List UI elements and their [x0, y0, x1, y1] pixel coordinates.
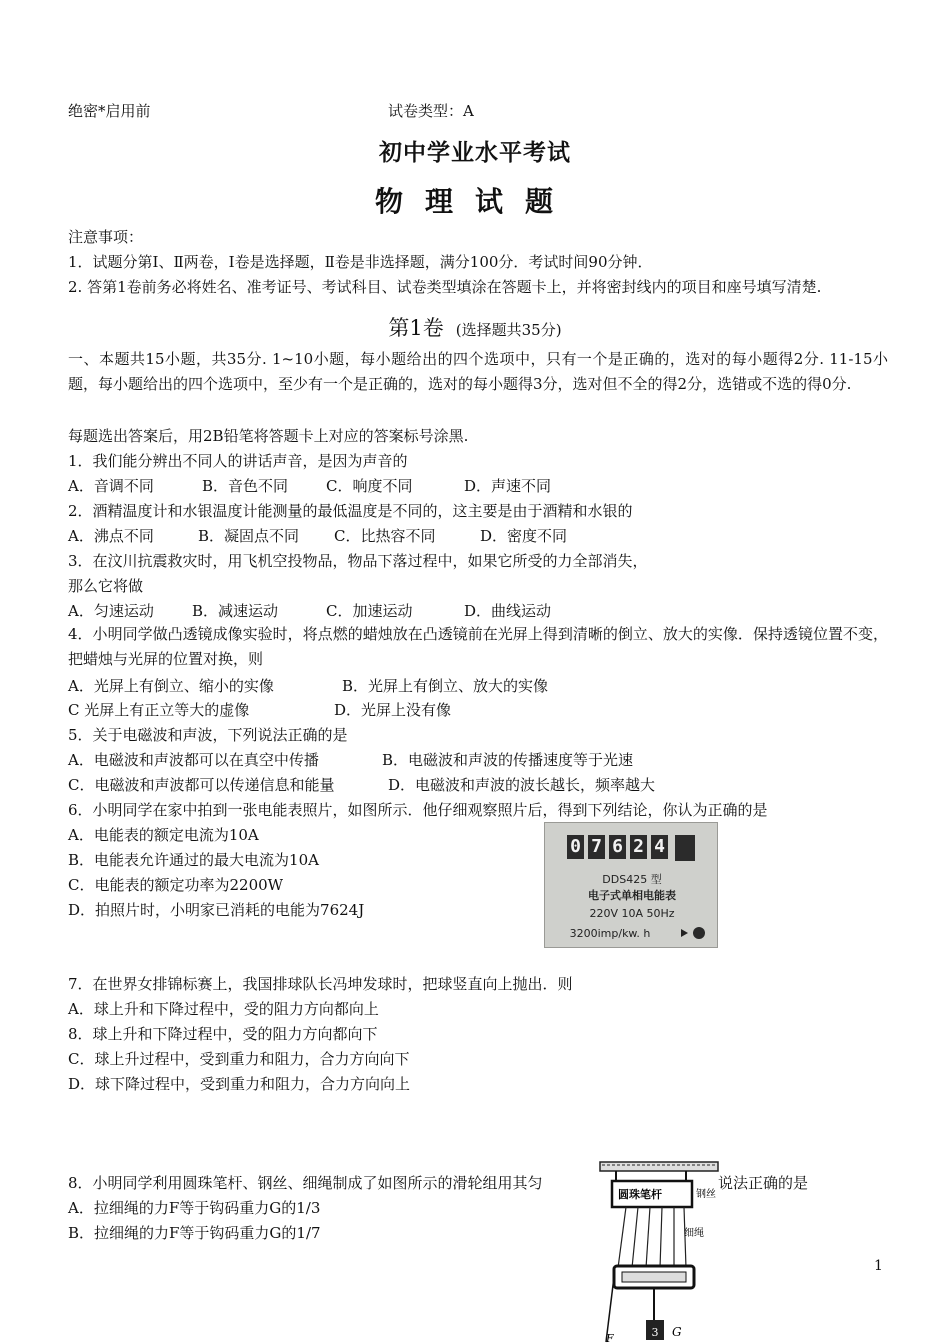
q3-option-c: C．加速运动: [326, 602, 413, 620]
q6-stem: 6．小明同学在家中拍到一张电能表照片，如图所示．他仔细观察照片后，得到下列结论，你认为正确的是: [68, 801, 768, 819]
note-item-1: 1．试题分第Ⅰ、Ⅱ两卷，Ⅰ卷是选择题，Ⅱ卷是非选择题，满分100分．考试时间90分钟．: [68, 253, 653, 271]
q8-option-b: B．拉细绳的力F等于钩码重力G的1/7: [68, 1224, 321, 1242]
meter-digit: 7: [588, 835, 605, 859]
section-title: 第1卷: [388, 316, 444, 340]
electric-meter-photo: [544, 822, 718, 948]
meter-digit: 2: [630, 835, 647, 859]
q8-stem-right: 说法正确的是: [718, 1174, 809, 1192]
weight-text: 3: [651, 1326, 659, 1339]
instructions-answer: 每题选出答案后，用2B铅笔将答题卡上对应的答案标号涂黑.: [68, 427, 469, 445]
rod-label: 圆珠笔杆: [618, 1188, 662, 1201]
rope-segment: [618, 1207, 626, 1268]
q1-option-d: D．声速不同: [464, 477, 552, 495]
q4-option-d: D．光屏上没有像: [334, 701, 452, 719]
q6-option-a: A．电能表的额定电流为10A: [68, 826, 259, 844]
q8-option-a: A．拉细绳的力F等于钩码重力G的1/3: [68, 1199, 321, 1217]
weight-label: G: [672, 1325, 682, 1339]
meter-arrow-icon: [681, 929, 688, 937]
subject-title: 物理试题: [374, 185, 575, 218]
ceiling-bar: [600, 1162, 718, 1171]
q1-stem: 1．我们能分辨出不同人的讲话声音，是因为声音的: [68, 452, 408, 470]
q7-stem: 7．在世界女排锦标赛上，我国排球队长冯坤发球时，把球竖直向上抛出．则: [68, 975, 573, 993]
notes-heading: 注意事项：: [68, 228, 144, 246]
meter-name: 电子式单相电能表: [588, 889, 676, 902]
q7-option-a: A．球上升和下降过程中，受的阻力方向都向上: [68, 1000, 379, 1018]
q7-option-b: 8．球上升和下降过程中，受的阻力方向都向下: [68, 1025, 378, 1043]
q7-option-c: C．球上升过程中，受到重力和阻力，合力方向向下: [68, 1050, 410, 1068]
q1-option-a: A．音调不同: [68, 477, 154, 495]
q7-option-d: D．球下降过程中，受到重力和阻力，合力方向向上: [68, 1075, 411, 1093]
q6-option-c: C．电能表的额定功率为2200W: [68, 876, 284, 894]
q4-option-b: B．光屏上有倒立、放大的实像: [342, 677, 549, 695]
q5-option-d: D．电磁波和声波的波长越长，频率越大: [388, 776, 656, 794]
q3-options: [68, 601, 551, 621]
meter-digits: [567, 835, 668, 859]
q5-option-c: C．电磁波和声波都可以传递信息和能量: [68, 776, 335, 794]
section-heading: [0, 312, 950, 342]
q5-options-row1: [68, 750, 633, 770]
q1-option-c: C．响度不同: [326, 477, 413, 495]
q6-option-b: B．电能表允许通过的最大电流为10A: [68, 851, 319, 869]
q3-option-d: D．曲线运动: [464, 602, 552, 620]
q5-options-row2: [68, 775, 655, 795]
q1-options: [68, 476, 551, 496]
rope-segment: [660, 1207, 662, 1268]
exam-title: 初中学业水平考试: [379, 139, 571, 166]
meter-digit: 6: [609, 835, 626, 859]
q2-stem: 2．酒精温度计和水银温度计能测量的最低温度是不同的，这主要是由于酒精和水银的: [68, 502, 633, 520]
meter-unit-box: [675, 835, 695, 861]
q2-options: [68, 526, 567, 546]
q5-stem: 5．关于电磁波和声波，下列说法正确的是: [68, 726, 348, 744]
q3-option-a: A．匀速运动: [68, 602, 154, 620]
q2-option-c: C．比热容不同: [334, 527, 436, 545]
q5-option-b: B．电磁波和声波的传播速度等于光速: [382, 751, 634, 769]
q4-stem: 4．小明同学做凸透镜成像实验时，将点燃的蜡烛放在凸透镜前在光屏上得到清晰的倒立、放大的实像．保持透镜位置不变，把蜡烛与光屏的位置对换，则: [68, 625, 888, 668]
q3-option-b: B．减速运动: [192, 602, 279, 620]
rope-label: 细绳: [684, 1228, 704, 1239]
force-label: F: [606, 1332, 614, 1344]
q2-option-d: D．密度不同: [480, 527, 568, 545]
secret-label: 绝密*启用前: [68, 102, 151, 120]
meter-constant: 3200imp/kw. h: [569, 927, 651, 940]
q2-option-b: B．凝固点不同: [198, 527, 300, 545]
note-item-2: 2. 答第1卷前务必将姓名、准考证号、考试科目、试卷类型填涂在答题卡上，并将密封线内的项目和座号填写清楚.: [68, 278, 822, 296]
q3-stem: 3．在汶川抗震救灾时，用飞机空投物品，物品下落过程中，如果它所受的力全部消失，: [68, 552, 648, 570]
q3-stem-continued: 那么它将做: [68, 577, 144, 595]
q4-option-a: A．光屏上有倒立、缩小的实像: [68, 677, 274, 695]
paper-type: 试卷类型：A: [388, 102, 474, 120]
q4-options-row2: [68, 700, 451, 720]
page-number: 1: [874, 1258, 883, 1274]
q2-option-a: A．沸点不同: [68, 527, 154, 545]
q4-options-row1: [68, 676, 548, 696]
meter-rating: 220V 10A 50Hz: [589, 907, 675, 920]
meter-model: DDS425 型: [602, 873, 662, 886]
meter-led-icon: [693, 927, 705, 939]
rope-segment: [646, 1207, 650, 1268]
wire-label: 钢丝: [696, 1189, 716, 1200]
q5-option-a: A．电磁波和声波都可以在真空中传播: [68, 751, 319, 769]
q6-option-d: D．拍照片时，小明家已消耗的电能为7624J: [68, 901, 365, 919]
meter-digit: 0: [567, 835, 584, 859]
pulley-diagram: [596, 1160, 726, 1344]
q1-option-b: B．音色不同: [202, 477, 289, 495]
q8-stem-left: 8．小明同学利用圆珠笔杆、钢丝、细绳制成了如图所示的滑轮组用其匀: [68, 1174, 543, 1192]
rope-segment: [632, 1207, 638, 1268]
q4-option-c: C 光屏上有正立等大的虚像: [68, 701, 250, 719]
meter-digit: 4: [651, 835, 668, 859]
section-subtitle: (选择题共35分): [455, 321, 562, 339]
instructions-main: 一、本题共15小题，共35分. 1~10小题，每小题给出的四个选项中，只有一个是正确的，选对的每小题得2分. 11-15小题，每小题给出的四个选项中，至少有一个是正确的，选对的每小题得3分，选对但不全的得2分，选错或不选的得0分.: [68, 350, 888, 393]
lower-rod: [622, 1272, 686, 1282]
